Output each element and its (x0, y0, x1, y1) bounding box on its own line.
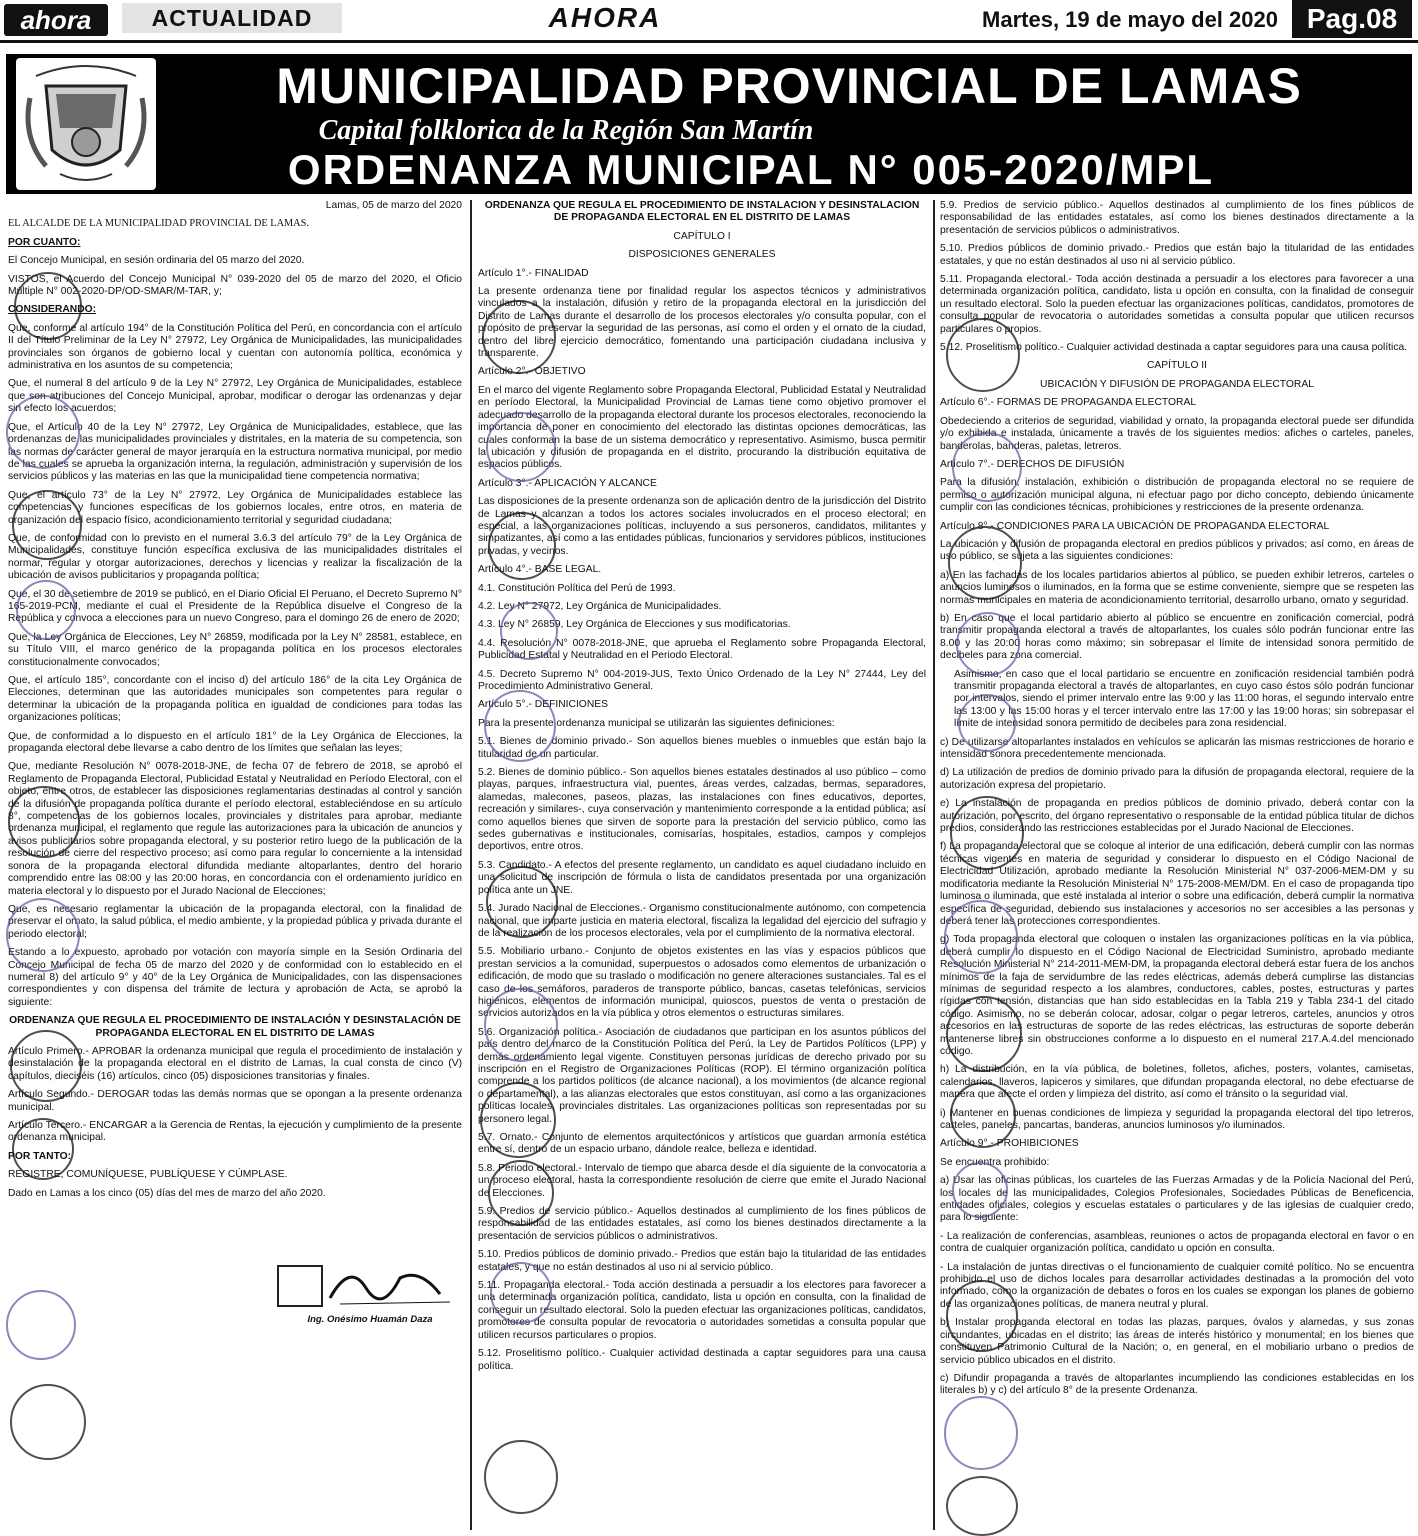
section-label: ACTUALIDAD (122, 3, 342, 33)
article-title: Artículo 8°.- CONDICIONES PARA LA UBICACIÓN DE PROPAGANDA ELECTORAL (940, 520, 1330, 532)
list-item: i) Mantener en buenas condiciones de limpieza y seguridad la propaganda electoral del tipo letreros, carteles, paneles, pancartas, banderas, anuncios luminosos y/o iluminados. (940, 1107, 1414, 1131)
chapter-number: CAPÍTULO II (1146, 360, 1208, 372)
article-third: Artículo Tercero.- ENCARGAR a la Gerencia de Rentas, la ejecución y cumplimiento de la presente ordenanza municipal. (8, 1120, 462, 1144)
definition: 5.7. Ornato.- Conjunto de elementos arquitectónicos y artísticos que guardan armonía estética entre sí, dentro de un espacio urbano, dándole realce, belleza e identidad. (478, 1132, 926, 1156)
definition: 5.11. Propaganda electoral.- Toda acción destinada a persuadir a los electores para favorecer a una determinada organización política, candidato, lista u opción en consulta, con la finalidad de conseguir un resultado electoral. Solo la pueden efectuar las organizaciones políticas, candidatos, promotores de consulta popular de revocatoria o autoridades sometidas a consulta popular que utilicen recursos particulares o propios. (940, 274, 1414, 335)
por-tanto-heading: POR TANTO: (8, 1150, 72, 1162)
article-title: Artículo 4°.- BASE LEGAL. (478, 564, 602, 576)
article-title: Artículo 9°.- PROHIBICIONES (940, 1138, 1079, 1150)
brand-label: AHORA (548, 2, 662, 33)
masthead (0, 0, 1418, 40)
masthead-divider (0, 40, 1418, 43)
alcalde-line: EL ALCALDE DE LA MUNICIPALIDAD PROVINCIAL DE LAMAS. (8, 218, 309, 230)
ordinance-heading: ORDENANZA QUE REGULA EL PROCEDIMIENTO DE INSTALACIÓN Y DESINSTALACIÓN DE PROPAGANDA ELECTORAL EN EL DISTRITO DE LAMAS (484, 200, 920, 224)
considerando-heading: CONSIDERANDO: (8, 304, 97, 316)
article-title: Artículo 6°.- FORMAS DE PROPAGANDA ELECTORAL (940, 397, 1197, 409)
paragraph: VISTOS, el Acuerdo del Concejo Municipal N° 039-2020 del 05 de marzo del 2020, el Oficio Múltiple N° 002-2020-DP/OD-SMAR/M-TAR, y; (8, 273, 462, 298)
definition: 5.5. Mobiliario urbano.- Conjunto de objetos existentes en las vías y espacios públicos que prestan servicios a la comunidad, superpuestos o adosados como elementos de urbanización o edificación, de modo que su traslado o modificación no genere alteraciones sustanciales. Tal es el caso de los semáforos, paraderos de transporte público, bancas, casetas telefónicas, servicios higiénicos, elementos de información municipal, quioscos, puestos de venta o prestación de servicios autorizados en la vía pública y otros elementos o estructuras similares. (478, 946, 926, 1020)
list-item: 4.3. Ley N° 26859, Ley Orgánica de Elecciones y sus modificatorias. (478, 619, 791, 631)
definition: 5.9. Predios de servicio público.- Aquellos destinados al cumplimiento de los fines públicos de responsabilidad de las entidades estatales, así como los bienes destinados directamente a la presentación de servicios públicos o administrativos. (940, 200, 1414, 236)
paragraph: Que, es necesario reglamentar la ubicación de la propaganda electoral, con la finalidad de preservar el ornato, la salud pública, el medio ambiente, y la propiedad pública y privada durante el periodo electoral; (8, 903, 462, 940)
column-divider (470, 200, 472, 1530)
definition: 5.6. Organización política.- Asociación de ciudadanos que participan en los asuntos públicos del país dentro del marco de la Constitución Política del Perú, la Ley de Partidos Políticos (LPP) y demás ordenamiento legal vigente. Constituyen personas jurídicas de derecho privado por su inscripción en el Registro de Organizaciones Políticas (ROP). El término organización política comprende a los partidos políticos (de alcance nacional), a los movimientos (de alcance regional o departamental), a las alianzas electorales que estos constituyan, así como a las organizaciones políticas locales, provinciales distritales. Las organizaciones políticas son representadas por su personero legal. (478, 1026, 926, 1125)
paragraph: Que, el numeral 8 del artículo 9 de la Ley N° 27972, Ley Orgánica de Municipalidades, establece que son atribuciones del Concejo Municipal, aprobar, modificar o derogar las ordenanzas y dejar sin efecto los acuerdos; (8, 378, 462, 415)
definition: 5.10. Predios públicos de dominio privado.- Predios que están bajo la titularidad de las entidades estatales, y que no están destinados al uso ni al servicio público. (940, 243, 1414, 267)
paragraph: En el marco del vigente Reglamento sobre Propaganda Electoral, Publicidad Estatal y Neutralidad en período Electoral, la Municipalidad Provincial de Lamas tiene como objetivo promover el adecuado desarrollo de la propaganda electoral durante los procesos electorales, reconociendo la importancia de poner en conocimiento del electorado las distintas opciones democráticas, las cuales conforman la base de un sistema democrático y representativo. Asimismo, busca permitir la ubicación y difusión de propaganda en el distrito, procurando la distribución equitativa de espacios públicos. (478, 384, 926, 471)
paragraph: Para la presente ordenanza municipal se utilizarán las siguientes definiciones: (478, 717, 835, 729)
paragraph: Obedeciendo a criterios de seguridad, viabilidad y ornato, la propaganda electoral puede ser difundida y/o exhibida e instalada, únicamente a través de los siguientes medios: afiches o carteles, paneles, banderolas, banderas, paletas, letreros. (940, 415, 1414, 452)
paragraph: Que, conforme al artículo 194° de la Constitución Política del Perú, en concordancia con el artículo II del Título Preliminar de la Ley N° 27972, Ley Orgánica de Municipalidades, las municipalidades provinciales son órganos de gobierno local y cuentan con autonomía política, económica y administrativa en los asuntos de su competencia; (8, 322, 462, 372)
paragraph: Se encuentra prohibido: (940, 1156, 1050, 1168)
list-item: g) Toda propaganda electoral que coloquen o instalen las organizaciones políticas en la vía pública, deberá cumplir lo dispuesto en el Código Nacional de Electricidad Suministro, aprobado mediante Resolución Ministerial N° 214-2011-MEM-DM, la propaganda electoral deberá estar fuera de los anchos mínimos de la faja de servidumbre de las redes eléctricas, además deberá cumplirse las distancias mínimas de seguridad respecto a los alambres, conductores, cables, postes, estructuras y partes rígidas con tensión, distancias que han sido establecidas en la Tabla 219 y Tabla 234-1 del citado código. Asimismo, no se deberán colocar, adosar, colgar o pegar letreros, carteles, anuncios y otros accesorios en las estructuras de soporte de las redes eléctricas, las estructuras de soporte deberán mantenerse libres sin obstrucciones conforme a lo dispuesto en el numeral 217.A.4.del mencionado código. (940, 934, 1414, 1057)
paragraph: Para la difusión, instalación, exhibición o distribución de propaganda electoral no se requiere de permiso o autorización municipal alguna, ni efectuar pago por dicho concepto, debiendo únicamente cumplir con las condiciones técnicas, prohibiciones y restricciones de la presente ordenanza. (940, 477, 1414, 514)
list-item: a) En las fachadas de los locales partidarios abiertos al público, se pueden exhibir letreros, carteles o anuncios luminosos o iluminados, en la forma que se estime conveniente, siempre que se respeten las normas municipales en materia de acondicionamiento territorial, desarrollo urbano, ornato y seguridad. (940, 569, 1414, 606)
column-chapter-two (940, 200, 1414, 1536)
definition: 5.12. Proselitismo político.- Cualquier actividad destinada a captar seguidores para una causa política. (478, 1348, 926, 1372)
article-second: Artículo Segundo.- DEROGAR todas las demás normas que se opongan a la presente ordenanza municipal. (8, 1089, 462, 1113)
article-title: Artículo 5°.- DEFINICIONES (478, 699, 608, 711)
definition: 5.12. Proselitismo político.- Cualquier actividad destinada a captar seguidores para una causa política. (940, 342, 1408, 354)
dado-line: Dado en Lamas a los cinco (05) días del mes de marzo del año 2020. (8, 1187, 326, 1199)
list-item: c) Difundir propaganda a través de altoparlantes incumpliendo las condiciones establecidas en los literales b) y c) del artículo 8° de la presente Ordenanza. (940, 1372, 1414, 1397)
column-divider (933, 200, 935, 1530)
paragraph: Estando a lo expuesto, aprobado por votación con mayoría simple en la Sesión Ordinaria del Concejo Municipal de fecha 05 de marzo del 2020 y de conformidad con lo establecido en el numeral 8) del artículo 9° y 40° de la Ley Orgánica de Municipalidades, con las dispensaciones correspondientes y con dispensa del trámite de lectura y aprobación de Acta, se aprobó la siguiente: (8, 947, 462, 1008)
definition: 5.8. Periodo electoral.- Intervalo de tiempo que abarca desde el día siguiente de la convocatoria a un proceso electoral, hasta la correspondiente resolución de cierre que emite el Jurado Nacional de Elecciones. (478, 1162, 926, 1199)
definition: 5.10. Predios públicos de dominio privado.- Predios que están bajo la titularidad de las entidades estatales, y que no están destinados al uso ni al servicio público. (478, 1249, 926, 1273)
paragraph: Que, la Ley Orgánica de Elecciones, Ley N° 26859, modificada por la Ley N° 28581, establece, en su Título VIII, el marco genérico de la propaganda política en los procesos electorales constitucionalmente convocados; (8, 631, 462, 668)
signatory-name: Ing. Onésimo Huamán Daza (307, 1314, 433, 1325)
article-title: Artículo 7°.- DERECHOS DE DIFUSIÓN (940, 458, 1125, 470)
list-item: c) De utilizarse altoparlantes instalados en vehículos se aplicarán las mismas restricciones de horario e intensidad sonora precedentemente mencionada. (940, 736, 1414, 761)
chapter-title: DISPOSICIONES GENERALES (628, 249, 776, 261)
mayor-signature-icon (270, 1258, 470, 1318)
place-date: Lamas, 05 de marzo del 2020 (325, 200, 462, 211)
municipal-seal-icon (16, 58, 156, 190)
definition: 5.4. Jurado Nacional de Elecciones.- Organismo constitucionalmente autónomo, con competencia nacional, que imparte justicia en materia electoral, fiscaliza la legalidad del ejercicio del sufragio y de la realización de los procesos electorales, vela por el cumplimiento de la normativa electoral. (478, 903, 926, 939)
paragraph: La presente ordenanza tiene por finalidad regular los aspectos técnicos y administrativos vinculados a la instalación, difusión y retiro de la propaganda electoral en la jurisdicción del Distrito de Lamas durante el desarrollo de los procesos electorales y/o consulta popular, con el propósito de preservar la seguridad de las personas, así como el orden y el ornato de la ciudad, dentro del libre ejercicio democrático, fomentando una participación ciudadana inclusiva y transparente. (478, 286, 926, 360)
newspaper-logo: ahora (4, 4, 108, 36)
definition: 5.1. Bienes de dominio privado.- Son aquellos bienes muebles o inmuebles que están bajo la titularidad de un particular. (478, 736, 926, 760)
notice-banner (6, 54, 1412, 194)
column-chapter-one (478, 200, 926, 1536)
banner-subtitle: Capital folklorica de la Región San Martín (318, 115, 814, 146)
paragraph: Que, de conformidad a lo dispuesto en el artículo 181° de la Ley Orgánica de Elecciones, la propaganda electoral debe llevarse a cabo dentro de los límites que señalan las leyes; (8, 730, 462, 755)
list-item: b) En caso que el local partidario abierto al público se encuentre en zonificación comercial, podrá transmitir propaganda electoral a través de altoparlantes, los cuales sólo podrán funcionar entre las 8.00 y las 20:00 horas como máximo; sin sobrepasar el límite de intensidad sonora permitido de decibeles para zona comercial. (940, 612, 1414, 662)
article-title: Artículo 1°.- FINALIDAD (478, 267, 589, 279)
ordinance-heading: ORDENANZA QUE REGULA EL PROCEDIMIENTO DE INSTALACIÓN Y DESINSTALACIÓN DE PROPAGANDA ELECTORAL EN EL DISTRITO DE LAMAS (9, 1015, 461, 1039)
list-item: h) La distribución, en la vía pública, de boletines, folletos, afiches, posters, volantes, camisetas, calendarios, llaveros, lapiceros y similares, que difundan propaganda electoral, no debe efectuarse de manera que afecte el orden y limpieza del distrito, así como el tránsito o la seguridad vial. (940, 1064, 1414, 1101)
article-title: Artículo 3°.- APLICACIÓN Y ALCANCE (478, 477, 657, 489)
banner-title: MUNICIPALIDAD PROVINCIAL DE LAMAS (276, 58, 1302, 114)
list-item: b) Instalar propaganda electoral en todas las plazas, parques, óvalos y alamedas, y sus zonas circundantes, ubicadas en el distrito; las áreas de interés histórico y monumental; en los bienes que constituyen Patrimonio Cultural de la Nación; o, en general, en el mobiliario urbano o predios de servicio público ubicados en el distrito. (940, 1317, 1414, 1366)
article-first: Artículo Primero.- APROBAR la ordenanza municipal que regula el procedimiento de instalación y desinstalación de la propaganda electoral en el distrito de Lamas, la cual consta de cinco (V) capítulos, dieciséis (16) artículos, cinco (05) disposiciones transitorias y finales. (8, 1045, 462, 1082)
list-item: - La realización de conferencias, asambleas, reuniones o actos de propaganda electoral en favor o en contra de cualquier organización política, candidato u opción en consulta. (940, 1230, 1414, 1255)
list-item: 4.2. Ley N° 27972, Ley Orgánica de Municipalidades. (478, 600, 722, 612)
ordinance-number: ORDENANZA MUNICIPAL N° 005-2020/MPL (287, 146, 1215, 193)
column-preamble (8, 200, 462, 1536)
list-item: d) La utilización de predios de dominio privado para la difusión de propaganda electoral, requiere de la autorización expresa del propietario. (940, 767, 1414, 791)
chapter-number: CAPÍTULO I (673, 230, 731, 242)
list-item: 4.5. Decreto Supremo N° 004-2019-JUS, Texto Único Ordenado de la Ley N° 27444, Ley del Procedimiento Administrativo General. (478, 668, 926, 692)
list-item: 4.4. Resolución N° 0078-2018-JNE, que aprueba el Reglamento sobre Propaganda Electoral, Publicidad Estatal y Neutralidad en el Periodo Electoral. (478, 637, 926, 662)
paragraph: Que, el 30 de setiembre de 2019 se publicó, en el Diario Oficial El Peruano, el Decreto Supremo N° 165-2019-PCM, mediante el cual el Presidente de la República disuelve el Congreso de la República y convoca a elecciones para un nuevo Congreso, para el domingo 26 de enero de 2020; (8, 588, 462, 625)
list-item: 4.1. Constitución Política del Perú de 1993. (478, 582, 676, 594)
definition: 5.11. Propaganda electoral.- Toda acción destinada a persuadir a los electores para favorecer a una determinada organización política, candidato, lista u opción en consulta, con la finalidad de conseguir un resultado electoral. Solo la pueden efectuar las organizaciones políticas, candidatos, promotores de consulta popular de revocatoria o autoridades sometidas a consulta popular que utilicen recursos particulares o propios. (478, 1280, 926, 1341)
page-number: Pag.08 (1292, 0, 1412, 38)
definition: 5.2. Bienes de dominio público.- Son aquellos bienes estatales destinados al uso público – como playas, parques, infraestructura vial, puentes, áreas verdes, calzadas, bermas, separadores, alamedas, malecones, paseos, plazas, las instalaciones con fines educativos, deportes, recreación y similares-, cuya conservación y mantenimiento corresponde a la entidad pública; así como aquellos bienes que sirven de soporte para la prestación del servicio público, como las sedes gubernativas e institucionales, comisarías, hospitales, estadios, campos y complejos deportivos, entre otros. (478, 767, 926, 853)
chapter-title: UBICACIÓN Y DIFUSIÓN DE PROPAGANDA ELECTORAL (1040, 378, 1314, 390)
list-item: f) La propaganda electoral que se coloque al interior de una edificación, deberá cumplir con las normas técnicas vigentes en materia de seguridad y considerar lo dispuesto en el Código Nacional de Electricidad Utilización, aprobado mediante la Resolución Ministerial N° 037-2006-MEM-DM y su modificatoria mediante la Resolución Ministerial N° 175-2008-MEM/DM. En el caso de propaganda tipo luminosa o iluminada, que esté instalada al interior o sobre una edificación, deberá cumplir la normativa específica de seguridad, debiendo sus instalaciones y accesorios no ser accesibles a las personas y deberá tener las protecciones correspondientes. (940, 841, 1414, 927)
list-item: e) La instalación de propaganda en predios públicos de dominio privado, deberá contar con la autorización, por escrito, del órgano representativo o responsable de la entidad pública titular de dichos predios, considerando las restricciones establecidas por el Jurado Nacional de Elecciones. (940, 798, 1414, 835)
paragraph: La ubicación y difusión de propaganda electoral en predios públicos y privados; así como, en áreas de uso público, se sujeta a las siguientes condiciones: (940, 538, 1414, 563)
definition: 5.3. Candidato.- A efectos del presente reglamento, un candidato es aquel ciudadano incluido en una solicitud de inscripción de fórmula o lista de candidatos presentada por una organización política ante un JNE. (478, 859, 926, 896)
paragraph: Que, de conformidad con lo previsto en el numeral 3.6.3 del artículo 79° de la Ley Orgánica de Municipalidades, constituye función específica exclusiva de las municipalidades distritales el normar, regular y otorgar autorizaciones, derechos y licencias y realizar la fiscalización de la ubicación de avisos publicitarios y propaganda política; (8, 532, 462, 582)
list-item: a) Usar las oficinas públicas, los cuarteles de las Fuerzas Armadas y de la Policía Nacional del Perú, los locales de las municipalidades, Colegios Profesionales, Sociedades Públicas de Beneficencia, entidades oficiales, colegios y escuelas estatales o particulares y de las iglesias de cualquier credo, para lo siguiente: (940, 1175, 1414, 1224)
paragraph: Que, el Artículo 40 de la Ley N° 27972, Ley Orgánica de Municipalidades, establece, que las ordenanzas de las municipalidades provinciales y distritales, en la materia de su competencia, son las normas de carácter general de mayor jerarquía en la estructura normativa municipal, por medio de las cuales se aprueba la organización interna, la regulación, administración y supervisión de los servicios públicos y las materias en las que la municipalidad tiene competencia normativa; (8, 421, 462, 483)
list-item: Asimismo, en caso que el local partidario se encuentre en zonificación residencial también podrá transmitir propaganda electoral a través de altoparlantes, en cuyo caso éstos sólo podrán funcionar por intervalos, siendo el primer intervalo entre las 9:00 y las 11:00 horas, el segundo intervalo entre las 13:00 y las 15:00 horas y el tercer intervalo entre las 17:00 y las 19:00 horas; sin sobrepasar el límite de intensidad sonora permitido de decibeles para zona residencial. (954, 668, 1414, 730)
article-title: Artículo 2°.- OBJETIVO (478, 366, 586, 378)
paragraph: Las disposiciones de la presente ordenanza son de aplicación dentro de la jurisdicción del Distrito de Lamas y alcanzan a todos los actores sociales involucrados en el proceso electoral; en especial, a las organizaciones políticas, incluyendo a sus personeros, candidatos, militantes y simpatizantes, así como a las entidades públicas, funcionarios y servidores públicos, instituciones privadas, y vecinos. (478, 496, 926, 557)
paragraph: Que, mediante Resolución N° 0078-2018-JNE, de fecha 07 de febrero de 2018, se aprobó el Reglamento de Propaganda Electoral, Publicidad Estatal y Neutralidad en Período Electoral, con el objeto, entre otros, de establecer las disposiciones reglamentarias destinadas al control y sanción de la difusión de propaganda política durante el período electoral, estableciéndose en su artículo 8°, competencias de los gobiernos locales, provinciales y distritales para aprobar, mediante ordenanza municipal, el reglamento que regule las autorizaciones para la ubicación de anuncios y avisos publicitarios sobre propaganda electoral, y su posterior retiro luego de la publicación de la resolución de cierre del respectivo proceso; así como para regular lo concerniente a la intensidad sonora de la propaganda electoral difundida mediante altoparlantes, dentro del horario comprendido entre las 08:00 y las 20:00 horas, en concordancia con el ordenamiento jurídico en materia electoral y lo dispuesto por el Jurado Nacional de Elecciones; (8, 761, 462, 897)
paragraph: Que, el artículo 185°, concordante con el inciso d) del artículo 186° de la cita Ley Orgánica de Elecciones, determinan que las autoridades municipales son competentes para regular o determinar la ubicación de la propaganda política en igualdad de condiciones para todas las organizaciones políticas; (8, 675, 462, 724)
list-item: - La instalación de juntas directivas o el funcionamiento de cualquier comité político. No se encuentra prohibido el uso de dichos locales para desarrollar actividades destinadas a la promoción del voto informado, como la organización de debates o foros en los cuales se expongan los planes de gobierno de las organizaciones políticas, de manera neutral y plural. (940, 1261, 1414, 1310)
issue-date: Martes, 19 de mayo del 2020 (982, 7, 1278, 32)
por-cuanto-heading: POR CUANTO: (8, 236, 81, 248)
definition: 5.9. Predios de servicio público.- Aquellos destinados al cumplimiento de los fines públicos de responsabilidad de las entidades estatales, así como los bienes destinados directamente a la presentación de servicios públicos o administrativos. (478, 1206, 926, 1242)
registrese-line: REGISTRE, COMUNÍQUESE, PUBLÍQUESE Y CÚMPLASE. (8, 1169, 288, 1181)
paragraph: El Concejo Municipal, en sesión ordinaria del 05 marzo del 2020. (8, 255, 305, 267)
paragraph: Que, el artículo 73° de la Ley N° 27972, Ley Orgánica de Municipalidades establece las competencias y funciones específicas de los gobiernos locales, entre otros, en materia de organización del espacio físico, acondicionamiento territorial y seguridad ciudadana; (8, 489, 462, 526)
